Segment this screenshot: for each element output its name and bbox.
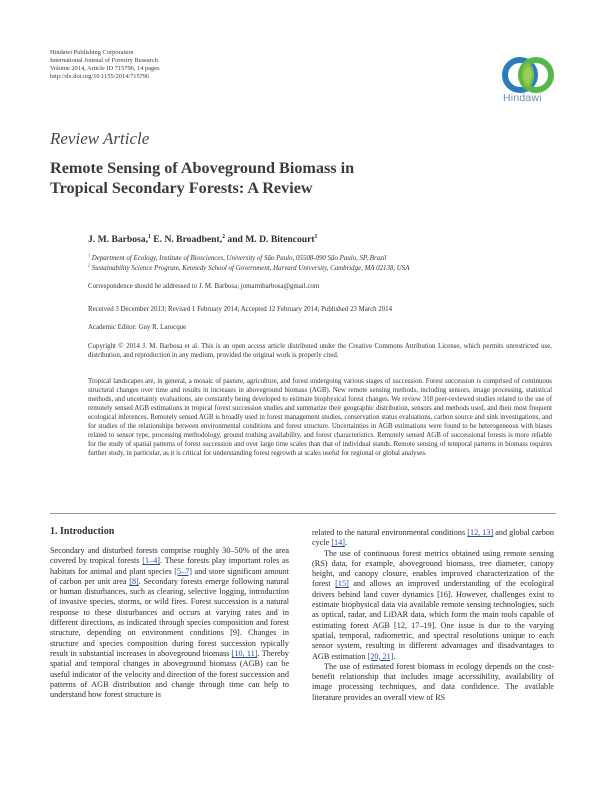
intro-paragraph-1: [50, 546, 289, 700]
body-text: Secondary and disturbed forests comprise roughly 30–50% of the area covered by tropical forests: [50, 546, 289, 566]
affiliation-1: [88, 254, 387, 263]
citation-link[interactable]: [1–4]: [142, 556, 161, 566]
author-name: and M. D. Bitencourt: [227, 234, 315, 245]
section-divider: [50, 513, 556, 514]
hindawi-logo-text: Hindawi: [503, 92, 542, 104]
academic-editor: Academic Editor: Guy R. Larocque: [88, 324, 187, 331]
paper-title: [50, 158, 520, 198]
intro-paragraph-3: [312, 662, 554, 703]
citation-link[interactable]: [12, 13]: [467, 528, 494, 537]
section-heading-introduction: 1. Introduction: [50, 526, 115, 537]
intro-paragraph-1-cont: [312, 528, 554, 549]
affil-text: Department of Ecology, Institute of Biosciences, University of São Paulo, 05508-090 São Paulo, SP, Brazil: [91, 255, 387, 262]
author-list: [88, 234, 317, 245]
author-name: E. N. Broadbent,: [153, 234, 223, 245]
body-text: and store significant amount of carbon per unit area: [50, 566, 289, 586]
abstract: Tropical landscapes are, in general, a mosaic of pasture, agriculture, and forest undergoing various stages of succession. Forest succession is comprised of continuous structural changes over time and results in increases in aboveground biomass (AGB). New remote sensing methods, including sensors, image processing, statistical methods, and uncertainty evaluations, are constantly being developed to estimate biophysical forest changes. We review 318 peer-reviewed studies related to the use of remotely sensed AGB estimations in tropical forest succession studies and summarize their geographic distribution, sensors and methods used, and their most frequent ecological inferences. Remotely sensed AGB is broadly used in forest management studies, conservation status evaluations, carbon source and sink investigations, and for studies of the relationships between environmental conditions and forest structure. Uncertainties in AGB estimations were found to be heterogeneous with biases related to sensor type, processing methodology, ground truthing availability, and forest characteristics. Remotely sensed AGB of successional forests is more reliable for the study of spatial patterns of forest succession and over large time scales than that of individual stands. Remote sensing of temporal patterns in biomass requires further study, in particular, as it is critical for understanding forest regrowth at scales useful for regional or global analyses.: [88, 378, 552, 457]
affiliation-2: [88, 264, 409, 273]
correspondence: Correspondence should be addressed to J. M. Barbosa; jomarmbarbosa@gmail.com: [88, 283, 320, 290]
body-column-left: [50, 546, 289, 700]
citation-link[interactable]: [10, 11]: [231, 648, 258, 658]
author-affil-sup: 1: [147, 233, 151, 240]
title-line-1: Remote Sensing of Aboveground Biomass in: [50, 159, 355, 177]
title-line-2: Tropical Secondary Forests: A Review: [50, 179, 313, 197]
citation-link[interactable]: [8]: [129, 576, 139, 586]
body-text: .: [344, 538, 348, 548]
volume-line: Volume 2014, Article ID 715796, 14 pages: [50, 65, 160, 72]
body-text: and allows an improved understanding of the ecological drivers behind land cover dynamics [16]. However, challenges exist to estimate biophysical data via available remote sensing technologies, such as optical, radar, and LiDAR data, which form the main tools capable of estimating forest AGB [12, 17–19]. One issue is due to the varying spatial, temporal, radiometric, and spectral resolutions unique to each sensor system, resulting in different advantages and disadvantages to AGB estimation: [312, 579, 554, 661]
citation-link[interactable]: [14]: [331, 538, 345, 548]
author-affil-sup: 2: [222, 233, 225, 240]
citation-link[interactable]: [20, 21]: [367, 651, 394, 661]
citation-link[interactable]: [15]: [335, 579, 349, 589]
copyright-notice: Copyright © 2014 J. M. Barbosa et al. This is an open access article distributed under the Creative Commons Attribution License, which permits unrestricted use, distribution, and reproduction in any medium, provided the original work is properly cited.: [88, 343, 552, 359]
intro-paragraph-2: [312, 549, 554, 662]
body-text: The use of continuous forest metrics obtained using remote sensing (RS) data, for example, aboveground biomass, tree diameter, canopy height, and canopy closure, enables improved characterization of the forest: [312, 548, 554, 589]
body-column-right: [312, 528, 554, 703]
body-text: related to the natural environmental conditions: [312, 528, 468, 537]
citation-link[interactable]: [5–7]: [174, 566, 193, 576]
author-affil-sup: 1: [314, 233, 318, 240]
article-type: Review Article: [50, 129, 150, 148]
journal-line: International Journal of Forestry Research: [50, 57, 158, 64]
publication-dates: Received 3 December 2013; Revised 1 February 2014; Accepted 12 February 2014; Published 23 March 2014: [88, 306, 393, 313]
doi-link[interactable]: http://dx.doi.org/10.1155/2014/715796: [50, 73, 150, 80]
body-text: The use of estimated forest biomass in ecology depends on the cost-benefit relationship that includes image accessibility, availability of image processing techniques, and data confidence. The available literature provides an overall view of RS: [312, 661, 554, 702]
body-text: . These forests play important roles as habitats for animal and plant species: [50, 556, 289, 576]
body-text: .: [393, 651, 396, 661]
body-text: and global carbon cycle: [312, 528, 554, 548]
body-text: . Secondary forests emerge following natural or human disturbances, such as clearing, selective logging, introduction of invasive species, storms, or wild fires. Forest succession is a natural response to these disturbances and occurs at varying rates and in different directions, as indicated through species composition and forest structure, depending on environment conditions [9]. Changes in structure and species composition during forest succession typically result in substantial increases in aboveground biomass: [50, 576, 289, 658]
affil-text: Sustainability Science Program, Kennedy School of Government, Harvard University, Cambridge, MA 02138, USA: [91, 265, 410, 272]
affil-sup: 1: [88, 252, 91, 258]
affil-sup: 2: [88, 262, 91, 268]
publisher-line: Hindawi Publishing Corporation: [50, 49, 134, 56]
author-name: J. M. Barbosa,: [88, 234, 148, 245]
body-text: . Thereby spatial and temporal changes in aboveground biomass (AGB) can be useful indicator of the velocity and direction of the forest succession and patterns of AGB distribution and change through time can help to understand how forest structure is: [50, 648, 289, 700]
